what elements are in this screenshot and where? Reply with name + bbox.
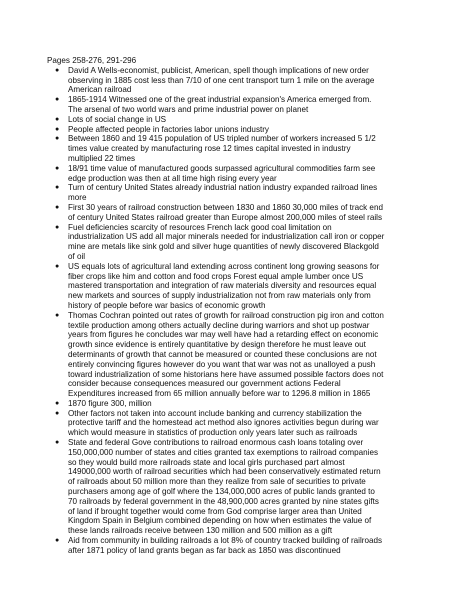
list-item-text-line: after 1871 policy of land grants began as far back as 1850 was discontinued: [68, 545, 341, 555]
list-item-text-line: multiplied 22 times: [68, 153, 136, 163]
list-item-text-line: State and federal Gove contributions to railroad enormous cash loans totaling over: [68, 438, 364, 448]
bullet-icon: ●: [55, 262, 60, 270]
bullet-icon: ●: [55, 184, 60, 192]
list-item-text-line: Lots of social change in US: [68, 114, 167, 124]
list-item-text-line: growth since evidence is entirely quantitative by design therefore he must leave out: [68, 340, 366, 350]
list-item-text-line: Aid from community in building railroads a lot 8% of country tracked building of railroads: [68, 536, 383, 546]
list-item-text-line: purchasers among age of golf where the 134,000,000 acres of public lands granted to: [68, 487, 375, 497]
notes-list: [47, 66, 444, 556]
bullet-icon: ●: [55, 311, 60, 319]
list-item-text-line: which would measure in statistics of production only years later such as railroads: [68, 428, 358, 438]
bullet-icon: ●: [55, 223, 60, 231]
list-item-text-line: Fuel deficiencies scarcity of resources French lack good coal limitation on: [68, 222, 332, 232]
bullet-icon: ●: [55, 399, 60, 407]
list-item-text-line: The arsenal of two world wars and prime industrial power on planet: [68, 104, 309, 114]
bullet-icon: ●: [55, 125, 60, 133]
list-item-text-line: 149000,000 worth of railroad securities which had been conservatively estimated return: [68, 467, 381, 477]
list-item-text-line: Expenditures increased from 65 million annually before war to 1296.8 million in 1865: [68, 389, 371, 399]
list-item-text-line: of oil: [68, 251, 86, 261]
list-item: [55, 114, 444, 125]
list-item-text-line: First 30 years of railroad construction between 1830 and 1860 30,000 miles of track end: [68, 202, 383, 212]
list-item-text-line: industrialization US add all major minerals needed for industrialization call iron or copper: [68, 232, 385, 242]
list-item-text-line: edge production was then at all time high rising every year: [68, 173, 277, 183]
list-item-text-line: of century United States railroad greater than Europe almost 200,000 miles of steel rails: [68, 212, 383, 222]
list-item-text-line: history of people before war basics of economic growth: [68, 300, 266, 310]
list-item-text-line: 70 railroads by federal government in the 48,900,000 acres granted by nine states gifts: [68, 496, 379, 506]
list-item-text-line: 1865-1914 Witnessed one of the great industrial expansion's America emerged from.: [68, 95, 372, 105]
list-item-text-line: Kingdom Spain in Belgium combined depending on how when estimates the value of: [68, 516, 372, 526]
list-item-text-line: of railroads about 50 million more than they realize from sale of securities to private: [68, 477, 366, 487]
list-item: [55, 536, 444, 556]
list-item: [55, 183, 444, 203]
list-item-text-line: entirely convincing figures however do you want that war was not as unalloyed a push: [68, 359, 376, 369]
list-item-text-line: Between 1860 and 19 415 population of US tripled number of workers increased 5 1/2: [68, 134, 376, 144]
list-item: [55, 124, 444, 135]
list-item: [55, 134, 444, 163]
list-item: [55, 95, 444, 115]
bullet-icon: ●: [55, 66, 60, 74]
bullet-icon: ●: [55, 115, 60, 123]
list-item-text-line: 150,000,000 number of states and cities granted tax exemptions to railroad companies: [68, 447, 378, 457]
list-item-text-line: mine are metals like sink gold and silver huge quantities of newly discovered Blackgold: [68, 242, 379, 252]
list-item-text-line: so they would build more railroads state and local girls purchased part almost: [68, 457, 345, 467]
list-item-text-line: US equals lots of agricultural land extending across continent long growing seasons for: [68, 261, 380, 271]
bullet-icon: ●: [55, 135, 60, 143]
list-item-text-line: these lands railroads receive between 130 million and 500 million as a gift: [68, 526, 333, 536]
bullet-icon: ●: [55, 96, 60, 104]
list-item: [55, 202, 444, 223]
list-item-text-line: more: [68, 193, 87, 203]
pages-reference: Pages 258-276, 291-296: [47, 56, 137, 65]
list-item-text-line: years from figures he concludes war may well have had a retarding effect on economic: [68, 330, 379, 340]
list-item-text-line: mastered transportation and integration of raw materials diversity and resources equal: [68, 281, 377, 291]
list-item: [55, 65, 444, 95]
list-item-text-line: new markets and sources of supply industrialization not from raw materials only from: [68, 291, 371, 301]
list-item: [55, 222, 444, 262]
list-item-text-line: determinants of growth that cannot be measured or counted these conclusions are not: [68, 349, 377, 359]
list-item-text-line: textile production among others actually decline during warriors and shot up postwar: [68, 320, 370, 330]
list-item-text-line: of land if brought together would come from God comprise larger area than United: [68, 506, 362, 516]
list-item-text-line: People affected people in factories labor unions industry: [68, 124, 269, 134]
list-item-text-line: American railroad: [68, 85, 132, 95]
list-item-text-line: 1870 figure 300, million: [68, 398, 152, 408]
bullet-icon: ●: [55, 537, 60, 545]
list-item-text-line: consider because consequences measured our government actions Federal: [68, 379, 341, 389]
list-item: [55, 163, 444, 184]
list-item-text-line: fiber crops like him and cotton and food crops Forest equal ample lumber once US: [68, 271, 364, 281]
list-item-text-line: times value created by manufacturing rose 12 times capital invested in industry: [68, 144, 351, 154]
list-item-text-line: protective tariff and the homestead act method also ignores activities begun during war: [68, 418, 379, 428]
list-item-text-line: Thomas Cochran pointed out rates of growth for railroad construction pig iron and cotton: [68, 310, 384, 320]
bullet-icon: ●: [55, 439, 60, 447]
list-item-text-line: toward industrialization of some historians here have assumed possible factors does not: [68, 369, 384, 379]
bullet-icon: ●: [55, 164, 60, 172]
list-item: [55, 438, 444, 536]
list-item: [55, 261, 444, 311]
list-item-text-line: Other factors not taken into account include banking and currency stabilization the: [68, 408, 362, 418]
list-item: [55, 398, 444, 409]
list-item-text-line: 18/91 time value of manufactured goods surpassed agricultural commodities farm see: [68, 163, 376, 173]
list-item: [55, 408, 444, 438]
bullet-icon: ●: [55, 203, 60, 211]
list-item-text-line: David A Wells-economist, publicist, American, spell though implications of new order: [68, 65, 369, 75]
list-item: [55, 310, 444, 399]
bullet-icon: ●: [55, 409, 60, 417]
list-item-text-line: observing in 1885 cost less than 7/10 of one cent transport turn 1 mile on the average: [68, 75, 375, 85]
list-item-text-line: Turn of century United States already industrial nation industry expanded railroad lines: [68, 183, 378, 193]
